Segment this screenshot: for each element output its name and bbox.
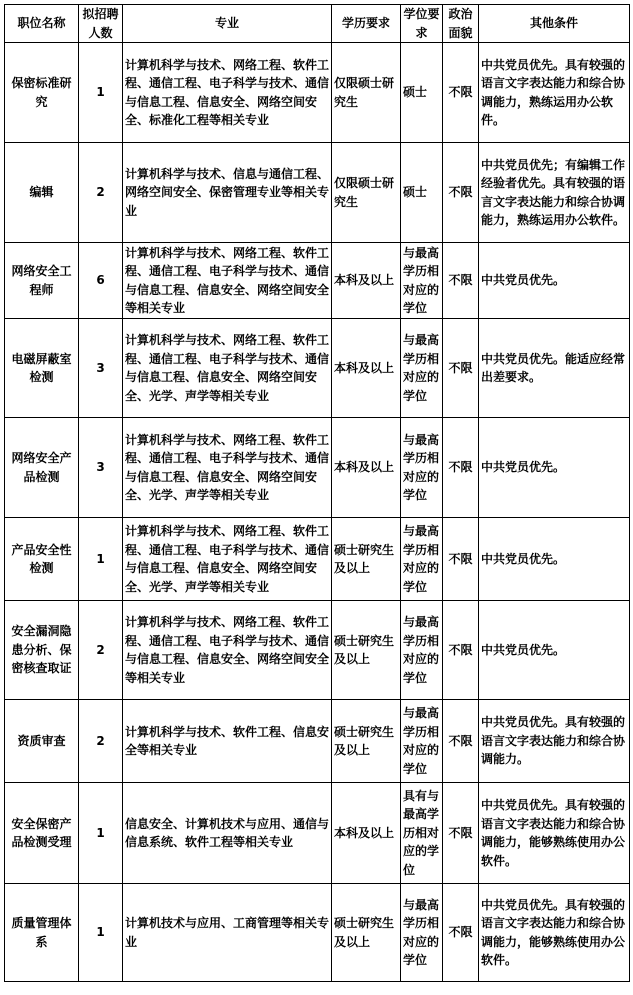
- count-cell: 1: [79, 783, 123, 884]
- table-row: [5, 783, 630, 884]
- table-row: [5, 143, 630, 243]
- degree-cell: 与最高学历相对应的学位: [401, 243, 443, 319]
- other-cell: 中共党员优先。具有较强的语言文字表达能力和综合协调能力，熟练运用办公软件。: [479, 43, 630, 143]
- count-cell: 3: [79, 418, 123, 518]
- political-cell: 不限: [443, 418, 479, 518]
- other-cell: 中共党员优先。: [479, 243, 630, 319]
- count-cell: 6: [79, 243, 123, 319]
- table-header-row: [5, 5, 630, 43]
- position-cell: 保密标准研究: [5, 43, 79, 143]
- political-cell: 不限: [443, 43, 479, 143]
- other-cell: 中共党员优先。具有较强的语言文字表达能力和综合协调能力，能够熟练使用办公软件。: [479, 884, 630, 982]
- degree-cell: 硕士: [401, 43, 443, 143]
- table-row: [5, 601, 630, 700]
- major-cell: 计算机科学与技术、软件工程、信息安全等相关专业: [123, 700, 332, 783]
- position-cell: 电磁屏蔽室检测: [5, 319, 79, 418]
- position-cell: 产品安全性检测: [5, 518, 79, 601]
- education-cell: 本科及以上: [332, 243, 401, 319]
- political-cell: 不限: [443, 143, 479, 243]
- major-cell: 计算机科学与技术、网络工程、软件工程、通信工程、电子科学与技术、通信与信息工程、信息安全、网络空间安全、光学、声学等相关专业: [123, 319, 332, 418]
- other-cell: 中共党员优先。: [479, 601, 630, 700]
- header-degree: 学位要求: [401, 5, 443, 43]
- count-cell: 1: [79, 43, 123, 143]
- major-cell: 计算机科学与技术、网络工程、软件工程、通信工程、电子科学与技术、通信与信息工程、信息安全、网络空间安全等相关专业: [123, 243, 332, 319]
- education-cell: 硕士研究生及以上: [332, 601, 401, 700]
- header-count: 拟招聘人数: [79, 5, 123, 43]
- header-education: 学历要求: [332, 5, 401, 43]
- table-row: [5, 319, 630, 418]
- degree-cell: 与最高学历相对应的学位: [401, 700, 443, 783]
- table-row: [5, 518, 630, 601]
- major-cell: 计算机科学与技术、网络工程、软件工程、通信工程、电子科学与技术、通信与信息工程、信息安全、网络空间安全、光学、声学等相关专业: [123, 418, 332, 518]
- table-row: [5, 700, 630, 783]
- job-requirements-table: [4, 4, 630, 982]
- position-cell: 网络安全工程师: [5, 243, 79, 319]
- other-cell: 中共党员优先。: [479, 418, 630, 518]
- education-cell: 本科及以上: [332, 418, 401, 518]
- degree-cell: 与最高学历相对应的学位: [401, 418, 443, 518]
- major-cell: 计算机科学与技术、网络工程、软件工程、通信工程、电子科学与技术、通信与信息工程、信息安全、网络空间安全、标准化工程等相关专业: [123, 43, 332, 143]
- political-cell: 不限: [443, 601, 479, 700]
- count-cell: 1: [79, 518, 123, 601]
- header-position: 职位名称: [5, 5, 79, 43]
- header-other: 其他条件: [479, 5, 630, 43]
- position-cell: 编辑: [5, 143, 79, 243]
- count-cell: 2: [79, 143, 123, 243]
- education-cell: 仅限硕士研究生: [332, 143, 401, 243]
- degree-cell: 与最高学历相对应的学位: [401, 884, 443, 982]
- degree-cell: 具有与最高学历相对应的学位: [401, 783, 443, 884]
- degree-cell: 与最高学历相对应的学位: [401, 601, 443, 700]
- political-cell: 不限: [443, 243, 479, 319]
- political-cell: 不限: [443, 783, 479, 884]
- position-cell: 质量管理体系: [5, 884, 79, 982]
- other-cell: 中共党员优先；有编辑工作经验者优先。具有较强的语言文字表达能力和综合协调能力，熟练运用办公软件。: [479, 143, 630, 243]
- degree-cell: 与最高学历相对应的学位: [401, 518, 443, 601]
- political-cell: 不限: [443, 319, 479, 418]
- position-cell: 安全保密产品检测受理: [5, 783, 79, 884]
- education-cell: 硕士研究生及以上: [332, 884, 401, 982]
- education-cell: 本科及以上: [332, 783, 401, 884]
- major-cell: 计算机科学与技术、网络工程、软件工程、通信工程、电子科学与技术、通信与信息工程、信息安全、网络空间安全等相关专业: [123, 601, 332, 700]
- education-cell: 硕士研究生及以上: [332, 700, 401, 783]
- other-cell: 中共党员优先。具有较强的语言文字表达能力和综合协调能力。: [479, 700, 630, 783]
- position-cell: 网络安全产品检测: [5, 418, 79, 518]
- other-cell: 中共党员优先。具有较强的语言文字表达能力和综合协调能力，能够熟练使用办公软件。: [479, 783, 630, 884]
- table-row: [5, 243, 630, 319]
- major-cell: 计算机科学与技术、网络工程、软件工程、通信工程、电子科学与技术、通信与信息工程、信息安全、网络空间安全、光学、声学等相关专业: [123, 518, 332, 601]
- count-cell: 3: [79, 319, 123, 418]
- major-cell: 计算机技术与应用、工商管理等相关专业: [123, 884, 332, 982]
- table-row: [5, 43, 630, 143]
- table-row: [5, 418, 630, 518]
- table-row: [5, 884, 630, 982]
- header-political: 政治面貌: [443, 5, 479, 43]
- count-cell: 2: [79, 601, 123, 700]
- political-cell: 不限: [443, 700, 479, 783]
- other-cell: 中共党员优先。能适应经常出差要求。: [479, 319, 630, 418]
- count-cell: 2: [79, 700, 123, 783]
- count-cell: 1: [79, 884, 123, 982]
- header-major: 专业: [123, 5, 332, 43]
- other-cell: 中共党员优先。: [479, 518, 630, 601]
- education-cell: 硕士研究生及以上: [332, 518, 401, 601]
- major-cell: 信息安全、计算机技术与应用、通信与信息系统、软件工程等相关专业: [123, 783, 332, 884]
- degree-cell: 硕士: [401, 143, 443, 243]
- education-cell: 本科及以上: [332, 319, 401, 418]
- major-cell: 计算机科学与技术、信息与通信工程、网络空间安全、保密管理专业等相关专业: [123, 143, 332, 243]
- position-cell: 安全漏洞隐患分析、保密核查取证: [5, 601, 79, 700]
- political-cell: 不限: [443, 884, 479, 982]
- political-cell: 不限: [443, 518, 479, 601]
- degree-cell: 与最高学历相对应的学位: [401, 319, 443, 418]
- education-cell: 仅限硕士研究生: [332, 43, 401, 143]
- position-cell: 资质审查: [5, 700, 79, 783]
